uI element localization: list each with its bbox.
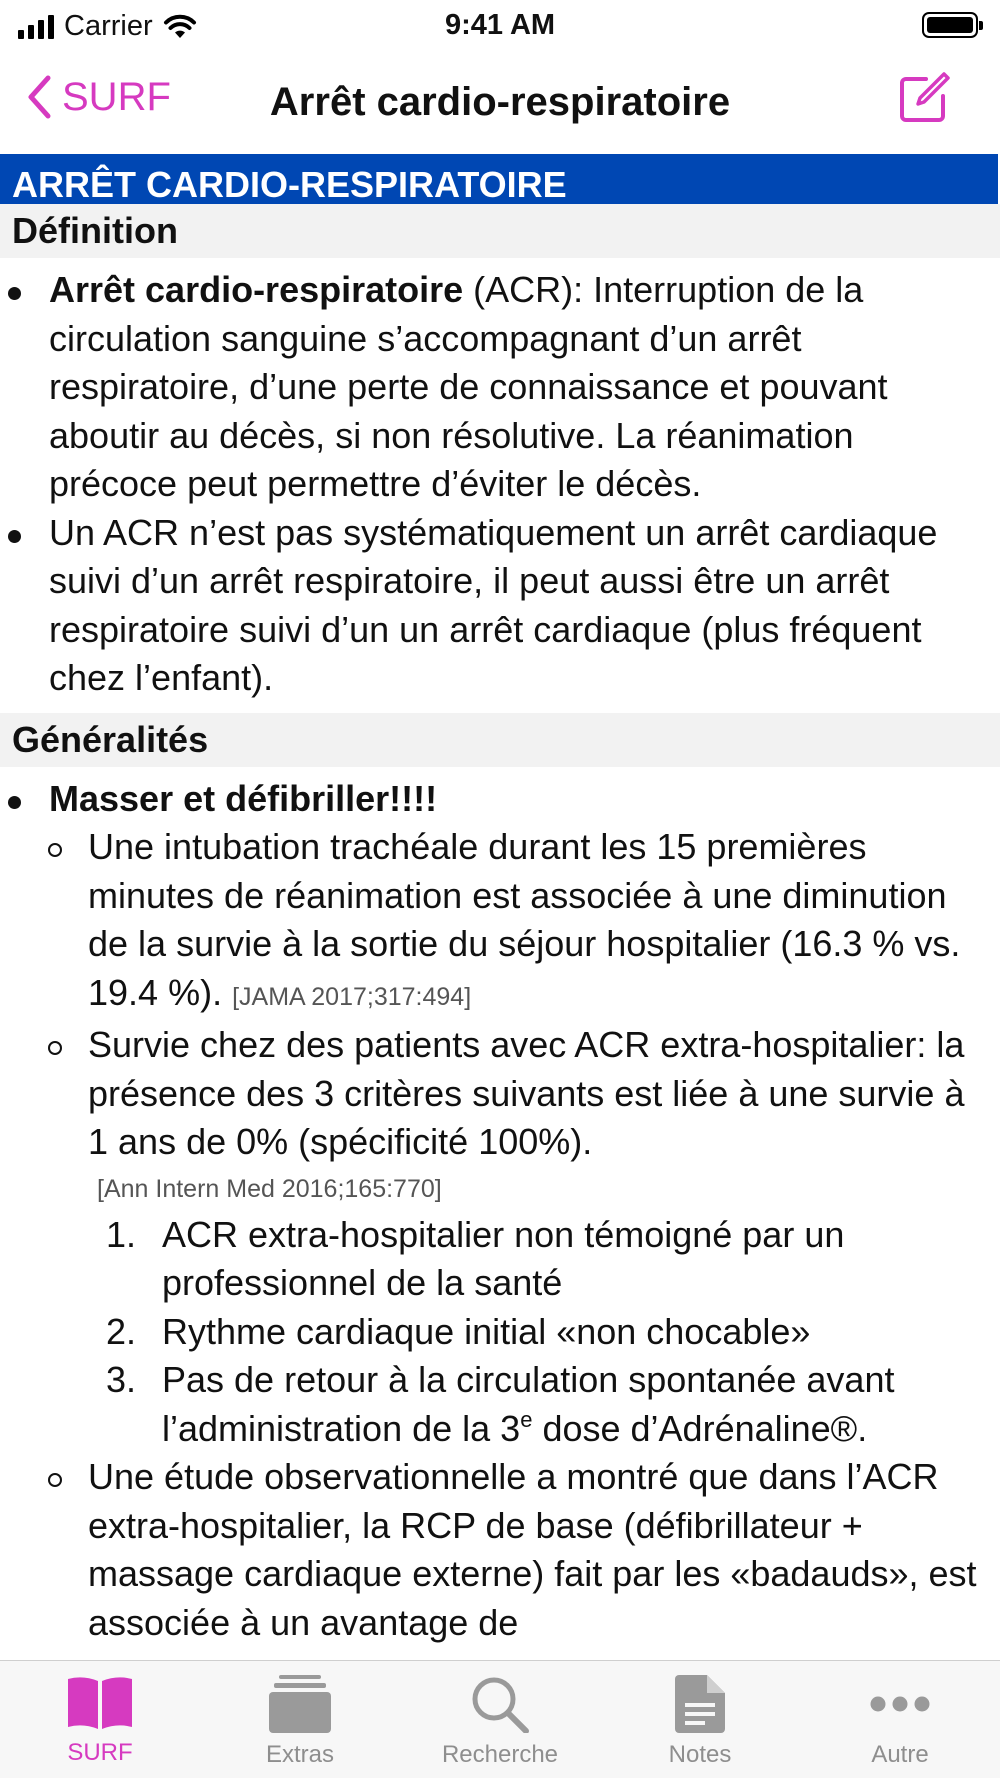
definition-text: (ACR): Interruption de la circulation sanguine s’accompagnant d’un arrêt respiratoire, d’une perte de connaissance et pouvant aboutir au décès, si non résolutive. La réanimation précoce peut permettre d’éviter le décès. (49, 269, 888, 504)
tab-label: SURF (67, 1739, 133, 1766)
list-item (0, 775, 1000, 1648)
topic-header: ARRÊT CARDIO-RESPIRATOIRE (0, 154, 998, 204)
sub-list-item (49, 823, 986, 1021)
battery-icon (922, 12, 978, 38)
page-title: Arrêt cardio-respiratoire (269, 80, 731, 124)
back-button-label: SURF (62, 74, 171, 119)
stack-icon (269, 1675, 331, 1733)
compose-button[interactable] (896, 72, 950, 131)
book-icon (65, 1675, 135, 1731)
criteria-item: 3. Pas de retour à la circulation spontanée avant l’administration de la 3e dose d’Adrénaline®. (106, 1359, 895, 1449)
search-icon (469, 1675, 531, 1733)
tab-extras[interactable] (200, 1661, 400, 1778)
navigation-bar (0, 52, 1000, 154)
criteria-item: 1. ACR extra-hospitalier non témoigné par un professionnel de la santé (106, 1213, 845, 1303)
list-item (0, 266, 1000, 509)
tab-autre[interactable] (800, 1661, 1000, 1778)
tab-surf[interactable] (0, 1661, 200, 1778)
tab-label: Autre (871, 1741, 929, 1768)
tab-label: Recherche (441, 1741, 559, 1768)
compose-icon (896, 72, 950, 126)
generalites-heading: Masser et défibriller!!!! (49, 777, 438, 819)
carrier-label: Carrier (64, 10, 153, 42)
note-icon (675, 1675, 725, 1733)
more-icon (869, 1675, 931, 1733)
criteria-list (88, 1211, 986, 1454)
back-button[interactable] (26, 74, 171, 120)
section-header-definition: Définition (0, 204, 1000, 258)
tab-label: Notes (668, 1741, 732, 1768)
definition-text-2: Un ACR n’est pas systématiquement un arrêt cardiaque suivi d’un arrêt respiratoire, il peut aussi être un arrêt respiratoire suivi d’un un arrêt cardiaque (plus fréquent chez l’enfant). (49, 511, 938, 698)
sub-list-item (49, 1021, 986, 1453)
intubation-text: Une intubation trachéale durant les 15 premières minutes de réanimation est associée à une diminution de la survie à la sortie du séjour hospitalier (16.3 % vs. 19.4 %). (88, 826, 961, 1013)
definition-list (0, 258, 1000, 713)
status-bar (0, 0, 1000, 52)
reference-ann-intern-med: [Ann Intern Med 2016;165:770] (97, 1174, 442, 1203)
definition-term: Arrêt cardio-respiratoire (49, 269, 464, 310)
list-item (0, 509, 1000, 703)
tab-label: Extras (265, 1741, 334, 1768)
survie-text: Survie chez des patients avec ACR extra-hospitalier: la présence des 3 critères suivants est liée à une survie à 1 ans de 0% (spécificité 100%). (88, 1024, 965, 1162)
chevron-left-icon (26, 74, 52, 120)
status-time: 9:41 AM (444, 9, 556, 41)
sub-list-item (49, 1453, 986, 1647)
generalites-list (0, 767, 1000, 1658)
criteria-item: 2. Rythme cardiaque initial «non chocable» (106, 1310, 811, 1352)
tab-recherche[interactable] (400, 1661, 600, 1778)
tab-bar (0, 1660, 1000, 1778)
generalites-sublist (49, 823, 986, 1647)
article-content[interactable] (0, 154, 1000, 1660)
tab-notes[interactable] (600, 1661, 800, 1778)
etude-text: Une étude observationnelle a montré que dans l’ACR extra-hospitalier, la RCP de base (défibrillateur + massage cardiaque externe) fait par les «badauds», est associée à un avantage de (88, 1456, 977, 1643)
reference-jama: [JAMA 2017;317:494] (232, 982, 472, 1011)
section-header-generalites: Généralités (0, 713, 1000, 767)
